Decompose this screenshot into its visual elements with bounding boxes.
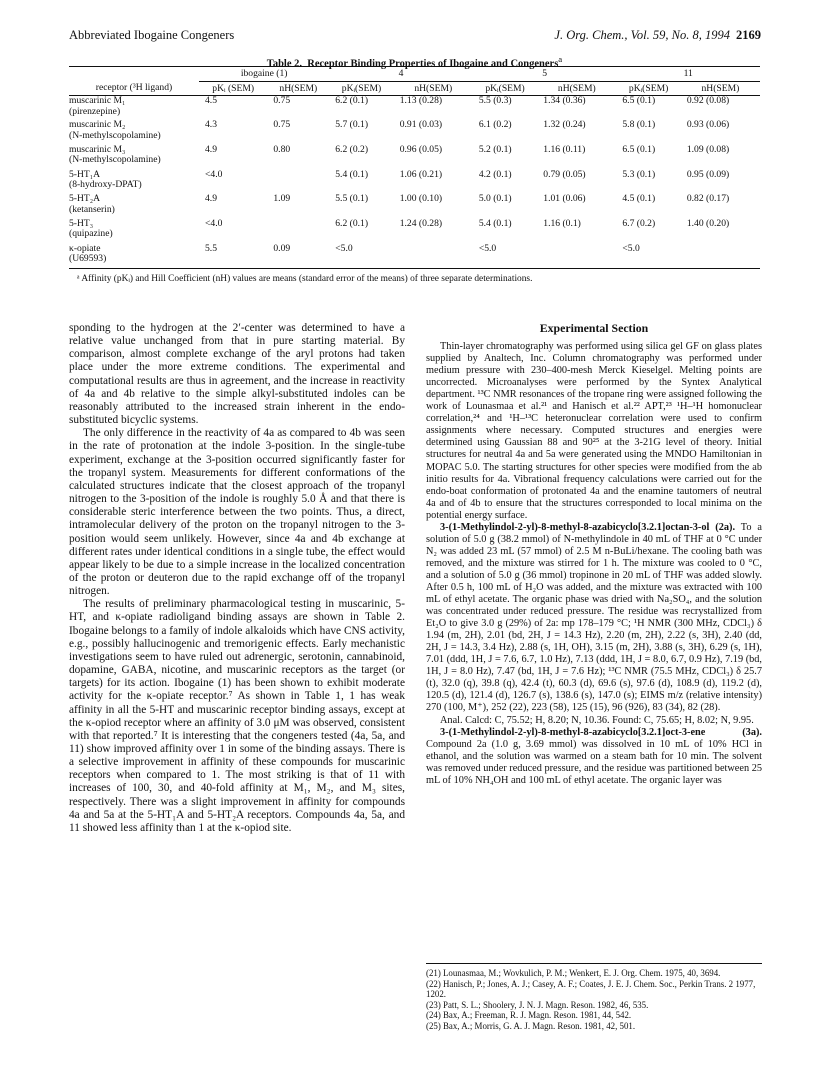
receptor-name: 5-HT₃ <box>69 217 94 229</box>
table-cell: 4.3 <box>205 119 217 131</box>
paragraph: Anal. Calcd: C, 75.52; H, 8.20; N, 10.36. Found: C, 75.65; H, 8.02; N, 9.95. <box>440 714 754 726</box>
table-cell: 5.7 (0.1) <box>335 119 369 131</box>
running-title: Abbreviated Ibogaine Congeners <box>69 28 235 42</box>
table-row <box>69 145 760 170</box>
paragraph: sponding to the hydrogen at the 2′-center was determined to have a relative value unchanged from that in pure starting material. By comparison, almost complete exchange of the aryl protons had taken place under the more extreme conditions. The experimental and computational results are thus in agreement, and the increase in reactivity of 4a and 4b relative to the simple alkyl-substituted indoles can be reasonably attributed to the increased strain inherent in the endo-substituted bicyclic systems. <box>69 322 405 427</box>
table-title: Receptor Binding Properties of Ibogaine and Congeners <box>307 58 559 70</box>
table-row <box>69 170 760 195</box>
receptor-ligand: (N-methylscopolamine) <box>69 129 161 141</box>
table-cell: 1.09 (0.08) <box>686 143 730 155</box>
row-header: receptor (³H ligand) <box>69 81 199 96</box>
table-subheader-row <box>69 81 760 96</box>
receptor-cell <box>69 96 199 121</box>
receptor-ligand: (ketanserin) <box>69 203 115 215</box>
table-cell: 5.0 (0.1) <box>478 193 512 205</box>
table-cell: 1.16 (0.1) <box>543 217 581 229</box>
table-cell: <5.0 <box>616 244 680 269</box>
receptor-ligand: (pirenzepine) <box>69 105 121 117</box>
binding-table-block <box>69 52 760 284</box>
compound-title: 3-(1-Methylindol-2-yl)-8-methyl-8-azabicyclo[3.2.1]octan-3-ol (2a). <box>440 521 736 533</box>
table-footnote: ᵃ Affinity (pKᵢ) and Hill Coefficient (nH) values are means (standard error of the means) of three separate determinations. <box>77 273 533 284</box>
left-column <box>69 322 405 835</box>
reference: (22) Hanisch, P.; Jones, A. J.; Casey, A. F.; Coates, J. E. J. Chem. Soc., Perkin Trans. 2 1977, 1202. <box>426 978 756 1000</box>
table-cell: <4.0 <box>205 217 223 229</box>
receptor-ligand: (N-methylscopolamine) <box>69 154 161 166</box>
receptor-name: 5-HT₂A <box>69 193 101 205</box>
table-cell: 5.4 (0.1) <box>335 168 369 180</box>
receptor-ligand: (8-hydroxy-DPAT) <box>69 179 142 191</box>
table-cell: 1.06 (0.21) <box>399 168 443 180</box>
table-row <box>69 194 760 219</box>
paragraph: The only difference in the reactivity of 4a as compared to 4b was seen in the rate of protonation at the indole 3-position. In the single-tube experiment, exchange at the 3-position occurred significantly faster for the tropanyl system. Measurements for different conformations of the calculated structures indicate that the closest approach of the tropanyl nitrogen to the 3-position of the indole is roughly 5.0 Å and that there is considerable steric interference between the two points. Thus, a direct, intramolecular delivery of the proton on the tropanyl nitrogen to the 3-position would seem unlikely. However, since 4a and 4b exchange at different rates under identical conditions in a single tube, the effect would appear likely to be due to a simple increase in the localized concentration of the proton or deuteron due to the rapid exchange off of the tropanyl nitrogen. <box>69 427 405 598</box>
compound-title: 3-(1-Methylindol-2-yl)-8-methyl-8-azabicyclo[3.2.1]oct-3-ene (3a). <box>440 726 762 738</box>
table-row <box>69 219 760 244</box>
table-cell: <4.0 <box>205 168 223 180</box>
table-cell: 4.9 <box>205 143 217 155</box>
receptor-name: muscarinic M₃ <box>69 143 126 155</box>
paragraph <box>426 522 762 715</box>
subheader: pKᵢ(SEM) <box>616 81 680 96</box>
binding-table <box>69 66 760 269</box>
journal-name: J. Org. Chem., Vol. 59, No. 8, 1994 <box>554 28 730 42</box>
table-cell: 5.3 (0.1) <box>622 168 656 180</box>
group-header: ibogaine (1) <box>199 67 329 82</box>
table-cell: 1.00 (0.10) <box>399 193 443 205</box>
paragraph-text: To a solution of 5.0 g (38.2 mmol) of N-methylindole in 40 mL of THF at 0 °C under N₂ was added 23 mL (57 mmol) of 2.5 M n-BuLi/hexane. The cooling bath was removed, and the mixture was stirred for 1 h. The mixture was cooled to 0 °C, and a solution of 5.0 g (36 mmol) tropinone in 20 mL of THF was added slowly. After 0.5 h, 100 mL of H₂O was added, and the mixture was extracted with 100 mL of ethyl acetate. The organic phase was dried with Na₂SO₄, and the solution was concentrated under reduced pressure. The residue was recrystallized from Et₂O to give 3.0 g (29%) of 2a: mp 178–179 °C; ¹H NMR (300 MHz, CDCl₃) δ 1.94 (m, 2H), 2.01 (bd, 2H, J = 14.3 Hz), 2.20 (m, 2H), 2.22 (s, 3H), 2.40 (dd, 2H, J = 14.3, 3.4 Hz), 2.88 (s, 1H, OH), 3.15 (m, 2H), 3.88 (s, 3H), 6.29 (s, 1H), 7.01 (ddd, 1H, J = 7.6, 6.7, 1.0 Hz), 7.13 (ddd, 1H, J = 8.0, 6.7, 0.9 Hz), 7.19 (bd, 1H, J = 8.0 Hz), 7.47 (bd, 1H, J = 7.6 Hz); ¹³C NMR (75.5 MHz, CDCl₃) δ 25.7 (t), 32.0 (q), 39.8 (q), 42.4 (t), 60.3 (d), 69.6 (s), 97.6 (d), 108.9 (d), 119.2 (d), 120.5 (d), 121.4 (d), 126.7 (s), 138.6 (s), 147.0 (s); EIMS m/z (relative intensity) 270 (100, M⁺), 252 (22), 223 (58), 125 (15), 96 (926), 83 (34), 82 (28). <box>426 521 762 714</box>
paragraph: The results of preliminary pharmacological testing in muscarinic, 5-HT, and κ-opiate radioligand binding assays are shown in Table 2. Ibogaine belongs to a family of indole alkaloids which have CNS activity, e.g., possibly hallucinogenic and tremorigenic effects. Early mechanistic investigations seem to have ruled out adrenergic, serotonin, cannabinoid, dopamine, GABA, nicotine, and muscarinic receptors as the target (or targets) for its action. Ibogaine (1) has been shown to exhibit moderate activity for the κ-opiate receptor.⁷ As shown in Table 1, 1 has weak affinity in all the 5-HT and muscarinic receptor binding assays, except at the κ-opiod receptor where an affinity of 3.0 μM was observed, consistent with that reported.⁷ It is interesting that the congeners tested (4a, 5a, and 11) show improved affinity over 1 in some of the binding assays. There is a selective improvement in affinity of these compounds for muscarinic receptors when compared to 1. The most striking is that of 11 with increases of 100, 30, and 40-fold affinity at M₁, M₂, and M₃ sites, respectively. There was a slight improvement in affinity for compounds 4a and 5a at the 5-HT₁A and 5-HT₂A receptors. Compounds 4a, 5a, and 11 showed less affinity than 1 at the κ-opiod site. <box>69 598 405 834</box>
reference: (21) Lounasmaa, M.; Wovkulich, P. M.; Wenkert, E. J. Org. Chem. 1975, 40, 3694. <box>426 968 721 978</box>
receptor-name: κ-opiate <box>69 242 101 254</box>
table-cell: 6.1 (0.2) <box>478 119 512 131</box>
table-cell: 0.92 (0.08) <box>686 95 730 106</box>
table-cell: 4.5 <box>205 95 217 106</box>
table-cell <box>267 219 329 244</box>
group-header: 5 <box>473 67 617 82</box>
table-cell: 0.91 (0.03) <box>399 119 443 131</box>
subheader: nH(SEM) <box>537 81 616 96</box>
references <box>426 963 762 1032</box>
table-cell: 0.75 <box>273 119 291 131</box>
table-cell <box>394 244 473 269</box>
receptor-cell <box>69 145 199 170</box>
table-cell: 0.96 (0.05) <box>399 143 443 155</box>
table-cell: 5.5 (0.3) <box>478 95 512 106</box>
table-cell: 1.34 (0.36) <box>543 95 586 106</box>
table-cell: 6.5 (0.1) <box>622 143 656 155</box>
group-header: 4 <box>329 67 473 82</box>
table-cell: 5.5 <box>199 244 267 269</box>
group-header: 11 <box>616 67 760 82</box>
table-cell: 0.95 (0.09) <box>686 168 730 180</box>
table-body <box>69 96 760 269</box>
receptor-ligand: (quipazine) <box>69 228 113 240</box>
paragraph-text: Compound 2a (1.0 g, 3.69 mmol) was dissolved in 10 mL of 10% HCl in ethanol, and the solution was warmed on a steam bath for 10 min. The solvent was removed under reduced pressure, and the residue was partitioned between 25 mL of 10% NH₄OH and 100 mL of ethyl acetate. The organic layer was <box>426 738 762 786</box>
receptor-cell <box>69 120 199 145</box>
table-row <box>69 96 760 121</box>
reference: (24) Bax, A.; Freeman, R. J. Magn. Reson. 1981, 44, 542. <box>426 1010 632 1021</box>
section-title: Experimental Section <box>539 321 649 335</box>
table-cell: 5.8 (0.1) <box>622 119 656 131</box>
table-cell: 4.2 (0.1) <box>478 168 512 180</box>
table-corner <box>69 67 199 82</box>
table-cell: 6.2 (0.1) <box>335 95 369 106</box>
table-cell <box>681 244 760 269</box>
table-cell: 1.40 (0.20) <box>686 217 730 229</box>
subheader: nH(SEM) <box>681 81 760 96</box>
paragraph: Thin-layer chromatography was performed using silica gel GF on glass plates supplied by Analtech, Inc. Column chromatography was performed under medium pressure with 230–400-mesh Merck Kieselgel. Melting points are uncorrected. Microanalyses were performed by the Syntex Analytical department. ¹³C NMR resonances of the tropane ring were assigned following the work of Lounasmaa et al.²¹ and Hanisch et al.²² APT,²³ ¹H–¹H homonuclear correlation,²⁴ and ¹H–¹³C heteronuclear correlation were used to confirm assignments where necessary. Computed structures and energies were determined using Gaussian 88 and 90²⁵ at the 3-21G level of theory. Initial structures for neutral 4a and 5a were generated using the MNDO Hamiltonian in MOPAC 5.0. The starting structures for other species were modified from the ab initio results for 4a. Vibrational frequency calculations were carried out for the endo-boat conformation of protonated 4a and the enamine tautomers of neutral 4a and of 4b to ensure that the structures corresponded to local minima on the potential energy surface. <box>426 341 762 521</box>
table-cell: <5.0 <box>329 244 393 269</box>
table-cell: 6.5 (0.1) <box>622 95 656 106</box>
table-cell: 1.09 <box>273 193 291 205</box>
table-label: Table 2. <box>266 58 303 70</box>
table-cell: 4.9 <box>205 193 217 205</box>
table-cell: 6.7 (0.2) <box>622 217 656 229</box>
table-cell <box>267 170 329 195</box>
table-cell: 1.32 (0.24) <box>543 119 586 131</box>
table-cell: 1.13 (0.28) <box>399 95 443 106</box>
table-cell <box>537 244 616 269</box>
table-cell: 5.4 (0.1) <box>478 217 512 229</box>
table-cell: <5.0 <box>473 244 537 269</box>
table-cell: 1.24 (0.28) <box>399 217 443 229</box>
subheader: nH(SEM) <box>394 81 473 96</box>
table-cell: 0.93 (0.06) <box>686 119 730 131</box>
table-caption-mark: a <box>558 54 563 64</box>
subheader: pKᵢ(SEM) <box>329 81 393 96</box>
subheader: pKᵢ (SEM) <box>199 81 267 96</box>
reference: (25) Bax, A.; Morris, G. A. J. Magn. Reson. 1981, 42, 501. <box>426 1020 636 1031</box>
table-cell: 1.01 (0.06) <box>543 193 586 205</box>
receptor-cell <box>69 244 199 269</box>
receptor-ligand: (U69593) <box>69 253 107 265</box>
subheader: nH(SEM) <box>267 81 329 96</box>
table-cell: 0.80 <box>273 143 291 155</box>
receptor-cell <box>69 170 199 195</box>
table-cell: 0.82 (0.17) <box>686 193 730 205</box>
journal-citation <box>554 28 761 43</box>
table-cell: 5.5 (0.1) <box>335 193 369 205</box>
page-header <box>69 28 761 46</box>
table-cell: 6.2 (0.1) <box>335 217 369 229</box>
paragraph <box>426 727 762 787</box>
receptor-name: 5-HT₁A <box>69 168 101 180</box>
table-cell: 6.2 (0.2) <box>335 143 369 155</box>
table-cell: 0.09 <box>267 244 329 269</box>
receptor-name: muscarinic M₁ <box>69 95 126 106</box>
right-column <box>426 322 762 787</box>
table-cell: 0.75 <box>273 95 291 106</box>
table-row <box>69 244 760 269</box>
table-cell: 1.16 (0.11) <box>543 143 586 155</box>
receptor-cell <box>69 219 199 244</box>
table-row <box>69 120 760 145</box>
reference: (23) Patt, S. L.; Shoolery, J. N. J. Magn. Reson. 1982, 46, 535. <box>426 999 649 1010</box>
table-caption <box>69 52 760 70</box>
receptor-cell <box>69 194 199 219</box>
page-number: 2169 <box>736 28 761 42</box>
table-cell: 5.2 (0.1) <box>478 143 512 155</box>
receptor-name: muscarinic M₂ <box>69 119 126 131</box>
table-cell: 0.79 (0.05) <box>543 168 586 180</box>
table-cell: 4.5 (0.1) <box>622 193 656 205</box>
subheader: pKᵢ(SEM) <box>473 81 537 96</box>
